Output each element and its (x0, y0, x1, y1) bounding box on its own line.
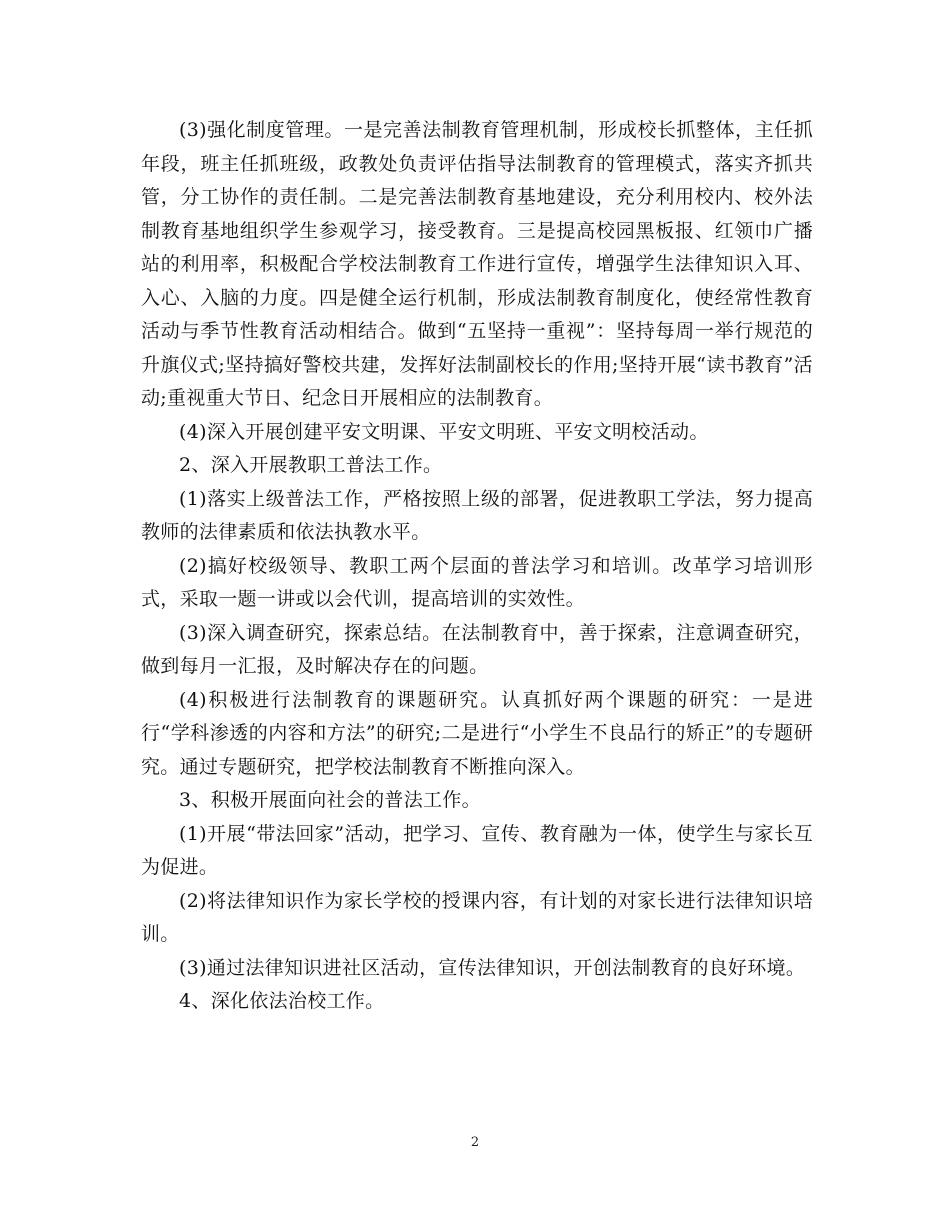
paragraph: (3)深入调查研究，探索总结。在法制教育中，善于探索，注意调查研究，做到每月一汇报，及时解决存在的问题。 (141, 621, 813, 677)
paragraph: (4)深入开展创建平安文明课、平安文明班、平安文明校活动。 (179, 420, 709, 443)
section-heading: 3、积极开展面向社会的普法工作。 (179, 789, 481, 811)
document-body (141, 114, 813, 1019)
paragraph: (2)将法律知识作为家长学校的授课内容，有计划的对家长进行法律知识培训。 (141, 889, 813, 945)
paragraph: (2)搞好校级领导、教职工两个层面的普法学习和培训。改革学习培训形式，采取一题一讲或以会代训，提高培训的实效性。 (141, 554, 813, 610)
paragraph: (3)通过法律知识进社区活动，宣传法律知识，开创法制教育的良好环境。 (179, 956, 806, 979)
paragraph: (4)积极进行法制教育的课题研究。认真抓好两个课题的研究：一是进行“学科渗透的内容和方法”的研究;二是进行“小学生不良品行的矫正”的专题研究。通过专题研究，把学校法制教育不断推向深入。 (141, 688, 813, 778)
paragraph: (3)强化制度管理。一是完善法制教育管理机制，形成校长抓整体，主任抓年段，班主任抓班级，政教处负责评估指导法制教育的管理模式，落实齐抓共管，分工协作的责任制。二是完善法制教育基地建设，充分利用校内、校外法制教育基地组织学生参观学习，接受教育。三是提高校园黑板报、红领巾广播站的利用率，积极配合学校法制教育工作进行宣传，增强学生法律知识入耳、入心、入脑的力度。四是健全运行机制，形成法制教育制度化，使经常性教育活动与季节性教育活动相结合。做到“五坚持一重视”：坚持每周一举行规范的升旗仪式;坚持搞好警校共建，发挥好法制副校长的作用;坚持开展“读书教育”活动;重视重大节日、纪念日开展相应的法制教育。 (141, 119, 813, 409)
page-number: 2 (470, 1135, 480, 1150)
paragraph: (1)落实上级普法工作，严格按照上级的部署，促进教职工学法，努力提高教师的法律素质和依法执教水平。 (141, 487, 813, 543)
paragraph: (1)开展“带法回家”活动，把学习、宣传、教育融为一体，使学生与家长互为促进。 (141, 822, 813, 878)
section-heading: 2、深入开展教职工普法工作。 (179, 454, 443, 476)
section-heading: 4、深化依法治校工作。 (179, 990, 385, 1012)
